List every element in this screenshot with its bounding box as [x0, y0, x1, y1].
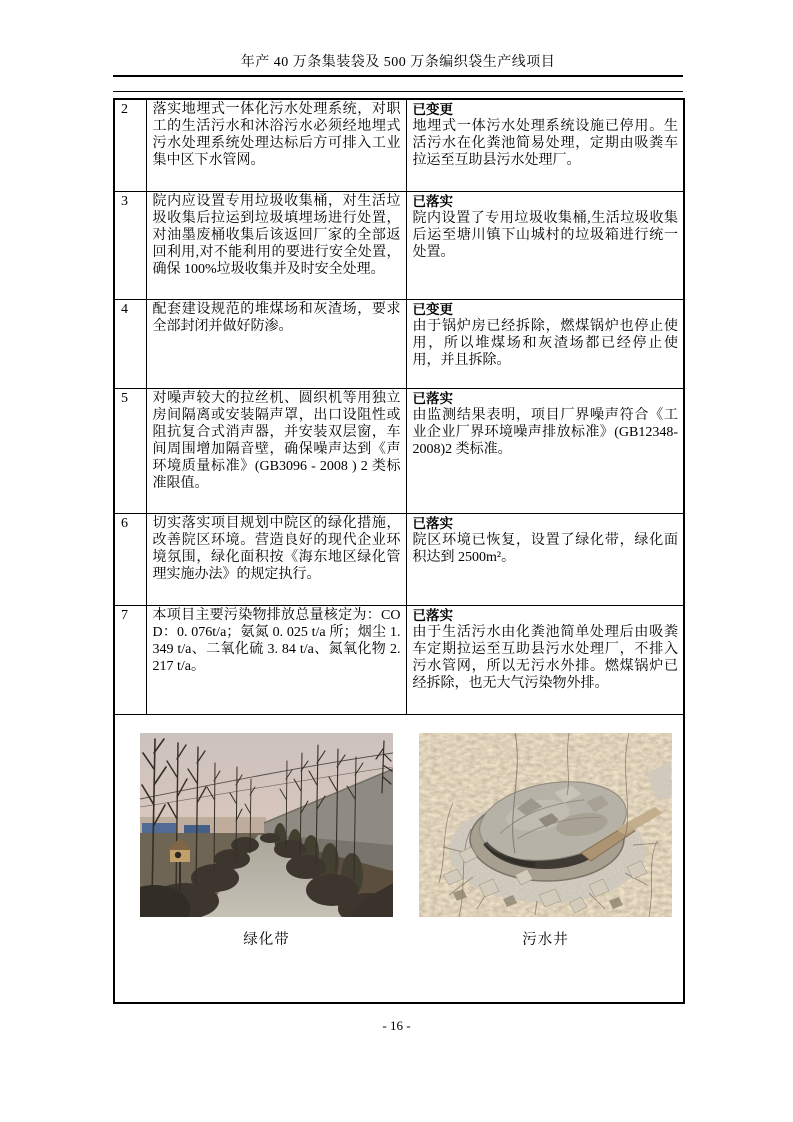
header-rule-top	[113, 75, 683, 77]
status-label: 已落实	[412, 391, 453, 406]
status-cell	[406, 99, 684, 192]
requirement-cell: 本项目主要污染物排放总量核定为：COD：0. 076t/a；氨氮 0. 025 t/a 所；烟尘 1. 349 t/a、二氧化硫 3. 84 t/a、氮氧化物 2. 217 t/a。	[146, 606, 406, 715]
header-rule-bottom	[113, 91, 683, 92]
requirement-cell: 院内应设置专用垃圾收集桶，对生活垃圾收集后拉运到垃圾填埋场进行处置，对油墨废桶收集后该返回厂家的全部返回利用,对不能利用的要进行安全处置，确保 100%垃圾收集并及时安全处理。	[146, 192, 406, 300]
row-number: 4	[114, 300, 146, 389]
status-label: 已变更	[412, 102, 453, 117]
status-cell	[406, 514, 684, 606]
table-row	[114, 192, 684, 300]
photo-sewage-well	[419, 733, 672, 949]
status-detail: 院内设置了专用垃圾收集桶,生活垃圾收集后运至塘川镇下山城村的垃圾箱进行统一处置。	[412, 211, 678, 260]
row-number: 5	[114, 389, 146, 514]
row-number: 3	[114, 192, 146, 300]
requirement-cell: 切实落实项目规划中院区的绿化措施，改善院区环境。营造良好的现代企业环境氛围，绿化面积按《海东地区绿化管理实施办法》的规定执行。	[146, 514, 406, 606]
status-detail: 院区环境已恢复，设置了绿化带，绿化面积达到 2500m²。	[412, 533, 678, 565]
table-row	[114, 389, 684, 514]
status-detail: 地埋式一体污水处理系统设施已停用。生活污水在化粪池简易处理，定期由吸粪车拉运至互助县污水处理厂。	[412, 119, 678, 168]
status-label: 已落实	[412, 608, 453, 623]
requirements-table	[113, 98, 685, 1004]
photo-cell	[114, 715, 684, 1004]
row-number: 7	[114, 606, 146, 715]
row-number: 2	[114, 99, 146, 192]
status-label: 已落实	[412, 194, 453, 209]
table-row	[114, 99, 684, 192]
status-detail: 由监测结果表明，项目厂界噪声符合《工业企业厂界环境噪声排放标准》(GB12348-2008)2 类标准。	[412, 408, 678, 457]
photo-row	[114, 715, 684, 1004]
page-title: 年产 40 万条集装袋及 500 万条编织袋生产线项目	[240, 55, 556, 70]
status-cell	[406, 300, 684, 389]
page-number: - 16 -	[382, 1018, 411, 1033]
status-label: 已变更	[412, 302, 453, 317]
table-row	[114, 514, 684, 606]
status-cell	[406, 192, 684, 300]
photo-green-belt	[140, 733, 393, 949]
table-row	[114, 606, 684, 715]
status-cell	[406, 606, 684, 715]
requirement-cell: 落实地埋式一体化污水处理系统，对职工的生活污水和沐浴污水必须经地埋式污水处理系统处理达标后方可排入工业集中区下水管网。	[146, 99, 406, 192]
photo-caption-sewage-well: 污水井	[522, 932, 569, 948]
photo-caption-green-belt: 绿化带	[243, 932, 290, 948]
requirement-cell: 对噪声较大的拉丝机、圆织机等用独立房间隔离或安装隔声罩，出口设阻性或阻抗复合式消声器，并安装双层窗，车间周围增加隔音壁，确保噪声达到《声环境质量标准》(GB3096 - 2008 ) 2 类标准限值。	[146, 389, 406, 514]
requirement-cell: 配套建设规范的堆煤场和灰渣场，要求全部封闭并做好防渗。	[146, 300, 406, 389]
status-detail: 由于锅炉房已经拆除，燃煤锅炉也停止使用，所以堆煤场和灰渣场都已经停止使用，并且拆除。	[412, 319, 678, 368]
photo-strip	[121, 716, 678, 949]
status-detail: 由于生活污水由化粪池简单处理后由吸粪车定期拉运至互助县污水处理厂，不排入污水管网，所以无污水外排。燃煤锅炉已经拆除，也无大气污染物外排。	[412, 625, 678, 691]
sewage-well-photo	[419, 733, 672, 917]
green-belt-photo	[140, 733, 393, 917]
page-content	[113, 55, 683, 1004]
row-number: 6	[114, 514, 146, 606]
table-row	[114, 300, 684, 389]
status-label: 已落实	[412, 516, 453, 531]
status-cell	[406, 389, 684, 514]
